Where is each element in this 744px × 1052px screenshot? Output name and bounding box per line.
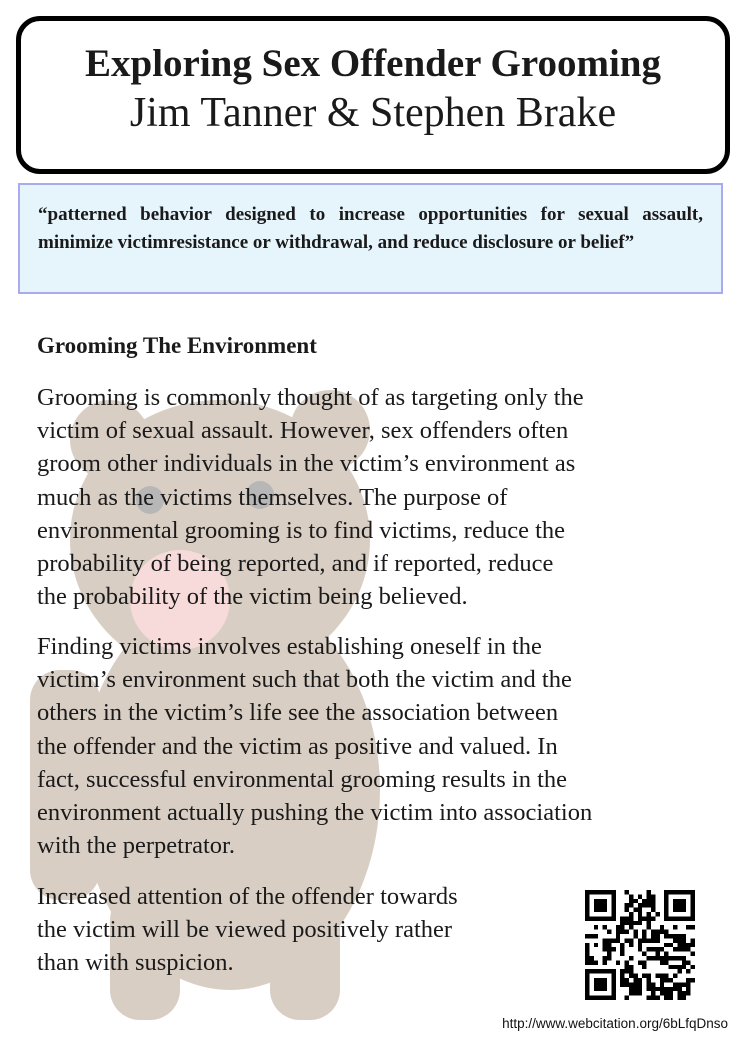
line: the offender and the victim as positive and valued. In [37, 732, 558, 760]
line: victim’s environment such that both the victim and the [37, 666, 572, 694]
line: Grooming is commonly thought of as targeting only the [37, 384, 584, 411]
line: environment actually pushing the victim into association [37, 799, 593, 827]
qr-code-icon [585, 890, 695, 1000]
line: others in the victim’s life see the association between [37, 699, 559, 727]
line: environmental grooming is to find victims, reduce the [37, 516, 565, 544]
title-box [16, 16, 730, 174]
line: much as the victims themselves. The purpose of [37, 483, 508, 511]
line: Finding victims involves establishing oneself in the [37, 633, 542, 660]
paragraph-3 [37, 880, 458, 980]
document-title: Exploring Sex Offender Grooming [85, 42, 661, 85]
line: probability of being reported, and if reported, reduce [37, 550, 554, 578]
line: the probability of the victim being believed. [37, 583, 468, 611]
citation-url[interactable]: http://www.webcitation.org/6bLfqDnso [502, 1016, 728, 1031]
authors: Jim Tanner & Stephen Brake [129, 90, 617, 136]
line: with the perpetrator. [37, 832, 235, 860]
line: Increased attention of the offender towards [37, 883, 458, 910]
paragraph-1 [37, 381, 584, 613]
line: fact, successful environmental grooming results in the [37, 765, 568, 793]
line: than with suspicion. [37, 949, 234, 977]
definition-quote: “patterned behavior designed to increase opportunities for sexual assault, minimize victimresistance or withdrawal, and reduce disclosure or belief” [18, 183, 723, 294]
section-heading: Grooming The Environment [37, 333, 317, 358]
line: groom other individuals in the victim’s environment as [37, 450, 576, 478]
line: the victim will be viewed positively rather [37, 916, 453, 944]
line: victim of sexual assault. However, sex offenders often [37, 417, 569, 445]
paragraph-2 [37, 630, 592, 862]
